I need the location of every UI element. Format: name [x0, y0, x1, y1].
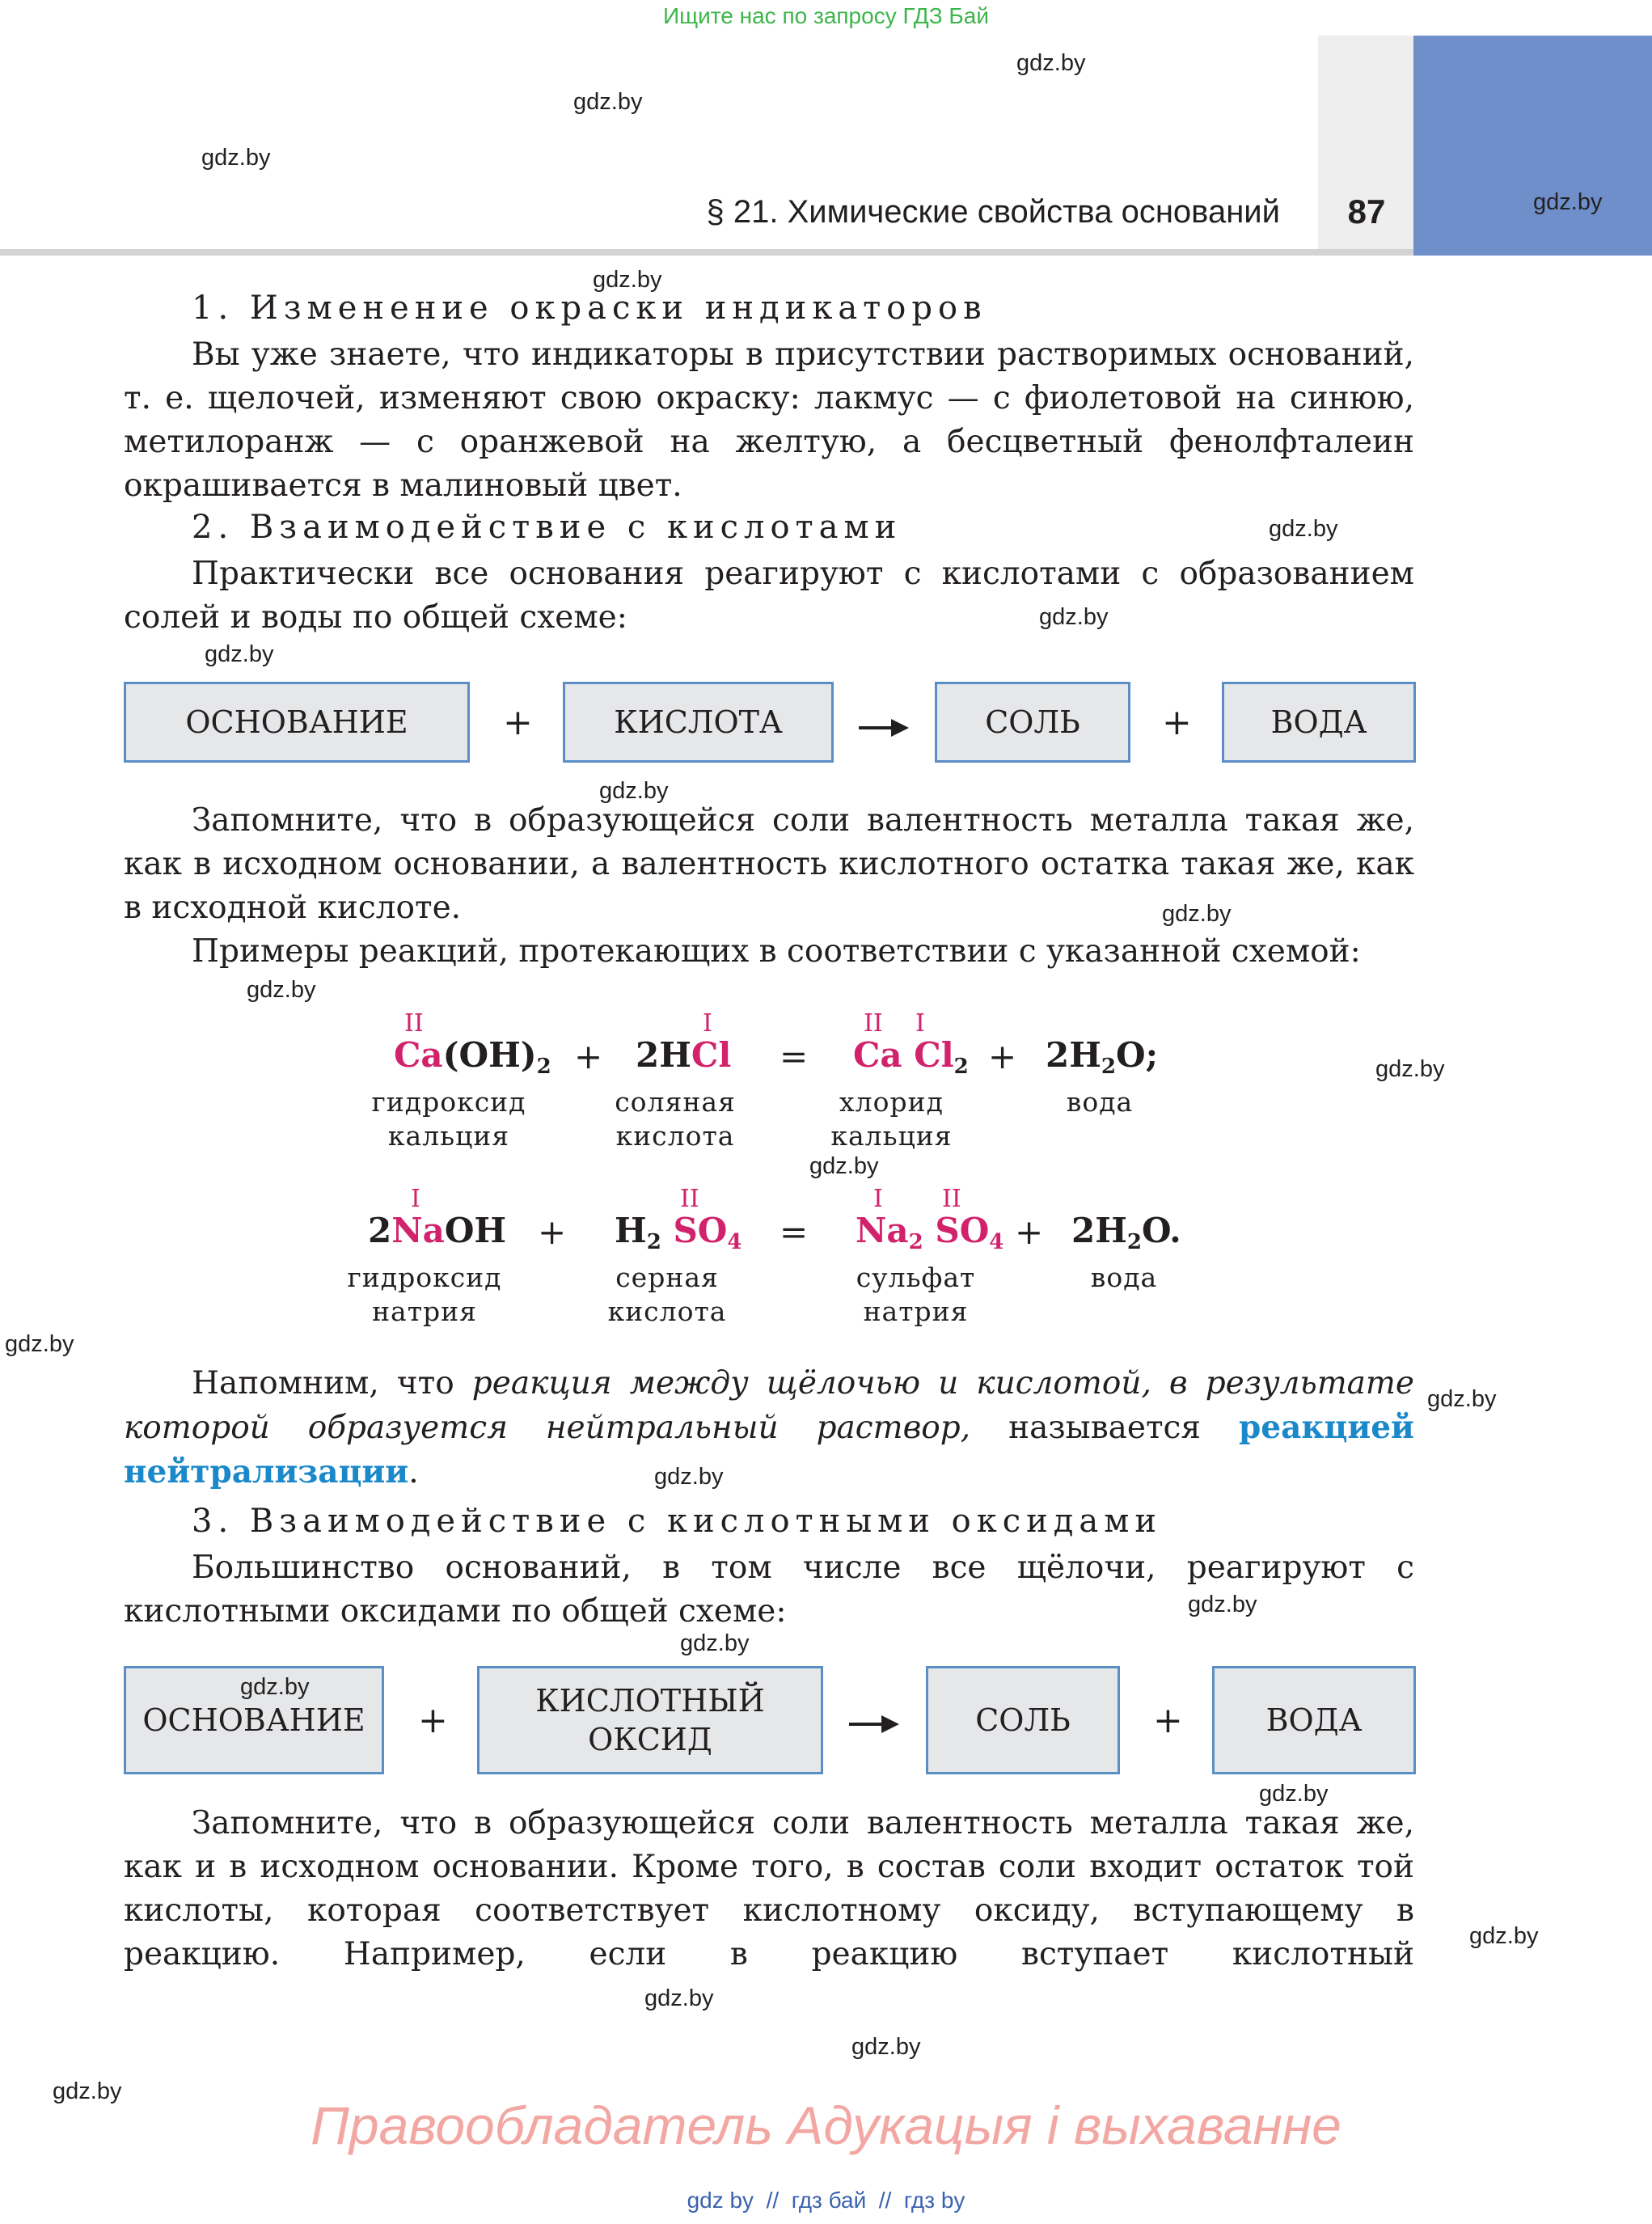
equals-sign: =: [780, 1212, 809, 1252]
plus-sign: +: [988, 1037, 1017, 1076]
watermark: gdz.by: [599, 778, 669, 804]
formula-cacl2: Ca $Cl_2$: [853, 1035, 969, 1079]
section-title: § 21. Химические свойства оснований: [706, 194, 1280, 230]
watermark: gdz.by: [1039, 604, 1109, 630]
term-neutralization: реакцией нейтрализации: [124, 1409, 1414, 1490]
watermark: gdz.by: [1269, 516, 1338, 542]
formula-hcl: 2HCl: [636, 1035, 732, 1075]
valence-label: I: [411, 1185, 420, 1213]
scheme-box-water: ВОДА: [1222, 682, 1416, 763]
formula-naoh: 2NaOH: [368, 1211, 507, 1250]
substance-label: сульфат натрия: [856, 1262, 976, 1327]
valence-label: I: [873, 1185, 883, 1213]
plus-sign: +: [1015, 1212, 1044, 1252]
watermark: gdz.by: [1016, 50, 1086, 76]
watermark: gdz.by: [809, 1153, 879, 1179]
watermark: gdz.by: [5, 1331, 74, 1357]
watermark: gdz.by: [1469, 1923, 1539, 1949]
header-blue-block: [1413, 36, 1652, 256]
watermark: gdz.by: [1162, 901, 1232, 927]
scheme-plus: +: [1162, 702, 1192, 743]
top-banner[interactable]: Ищите нас по запросу ГДЗ Бай: [662, 3, 990, 28]
page-number: 87: [1347, 192, 1386, 230]
recall-paragraph: Напомним, что реакция между щёлочью и кислотой, в результате которой образуется нейтральный раствор, называется реакцией нейтрализации.: [124, 1365, 1414, 1490]
watermark: gdz.by: [247, 977, 316, 1003]
sec1-heading: 1. Изменение окраски индикаторов: [192, 290, 987, 327]
substance-label: соляная кислота: [615, 1086, 736, 1152]
watermark: gdz.by: [644, 1985, 714, 2011]
scheme-plus: +: [418, 1700, 448, 1741]
watermark: gdz.by: [851, 2034, 921, 2060]
scheme-plus: +: [503, 702, 533, 743]
sec3-remember: Запомните, что в образующейся соли валентность металла такая же, как и в исходном основании. Кроме того, в состав соли входит остаток той кислоты, которая соответствует кислотному оксиду, вступающему в реакцию. Например, если в реакцию вступает кислотный: [124, 1805, 1414, 1972]
sec2-intro: Практически все основания реагируют с кислотами с образованием солей и воды по общей схеме:: [124, 556, 1414, 636]
scheme-arrow: [859, 726, 906, 729]
valence-label: I: [703, 1009, 712, 1038]
footer-links[interactable]: gdz by // гдз бай // гдз by: [687, 2188, 965, 2213]
scheme-arrow: [849, 1723, 896, 1726]
equals-sign: =: [780, 1037, 809, 1076]
formula-na2so4: $Na_2$ $SO_4$: [856, 1211, 1004, 1254]
substance-label: гидроксид натрия: [347, 1262, 502, 1327]
copyright-notice: Правообладатель Адукацыя і выхаванне: [311, 2095, 1341, 2155]
substance-label: серная кислота: [607, 1262, 727, 1327]
substance-label: вода: [1066, 1086, 1134, 1118]
watermark: gdz.by: [1533, 189, 1603, 215]
sec3-heading: 3. Взаимодействие с кислотными оксидами: [192, 1503, 1163, 1540]
scheme-box-salt: СОЛЬ: [935, 682, 1130, 763]
scheme-box-base: ОСНОВАНИЕ: [124, 1666, 384, 1774]
header-rule: [0, 249, 1413, 256]
sec2-heading: 2. Взаимодействие с кислотами: [192, 509, 902, 546]
plus-sign: +: [574, 1037, 603, 1076]
scheme-box-acid-oxide: КИСЛОТНЫЙ ОКСИД: [477, 1666, 823, 1774]
watermark: gdz.by: [573, 89, 643, 115]
watermark: gdz.by: [1259, 1781, 1329, 1807]
valence-label: II: [864, 1009, 883, 1038]
sec2-remember: Запомните, что в образующейся соли валентность металла такая же, как в исходном основании, а валентность кислотного остатка такая же, как в исходной кислоте.: [124, 802, 1414, 926]
valence-label: I: [915, 1009, 925, 1038]
scheme-box-water: ВОДА: [1212, 1666, 1416, 1774]
watermark: gdz.by: [205, 641, 274, 667]
watermark: gdz.by: [240, 1674, 310, 1700]
scheme-box-salt: СОЛЬ: [926, 1666, 1120, 1774]
watermark: gdz.by: [654, 1464, 724, 1490]
watermark: gdz.by: [593, 267, 662, 293]
sec3-intro: Большинство оснований, в том числе все щёлочи, реагируют с кислотными оксидами по общей схеме:: [124, 1550, 1414, 1630]
plus-sign: +: [538, 1212, 567, 1252]
formula-water: $2H_2O$.: [1071, 1211, 1181, 1254]
sec1-text: Вы уже знаете, что индикаторы в присутствии растворимых оснований, т. е. щелочей, изменяют свою окраску: лакмус — с фиолетовой на синюю, метилоранж — с оранжевой на желтую, а бесцветный фенолфталеин окрашивается в малиновый цвет.: [124, 336, 1414, 504]
formula-ca-oh2: $Ca(OH)_2$: [394, 1035, 551, 1079]
formula-water: $2H_2O$;: [1046, 1035, 1159, 1079]
watermark: gdz.by: [201, 145, 271, 171]
substance-label: хлорид кальция: [830, 1086, 953, 1152]
valence-label: II: [942, 1185, 961, 1213]
watermark: gdz.by: [1427, 1386, 1497, 1412]
formula-h2so4: $H_2$ $SO_4$: [615, 1211, 742, 1254]
valence-label: II: [680, 1185, 699, 1213]
watermark: gdz.by: [680, 1630, 750, 1656]
valence-label: II: [404, 1009, 424, 1038]
scheme-plus: +: [1153, 1700, 1183, 1741]
watermark: gdz.by: [1375, 1056, 1445, 1082]
watermark: gdz.by: [53, 2078, 122, 2104]
substance-label: гидроксид кальция: [371, 1086, 526, 1152]
examples-intro: Примеры реакций, протекающих в соответствии с указанной схемой:: [192, 933, 1361, 970]
scheme-box-base: ОСНОВАНИЕ: [124, 682, 470, 763]
scheme-box-acid: КИСЛОТА: [563, 682, 834, 763]
substance-label: вода: [1090, 1262, 1158, 1293]
watermark: gdz.by: [1188, 1592, 1257, 1617]
